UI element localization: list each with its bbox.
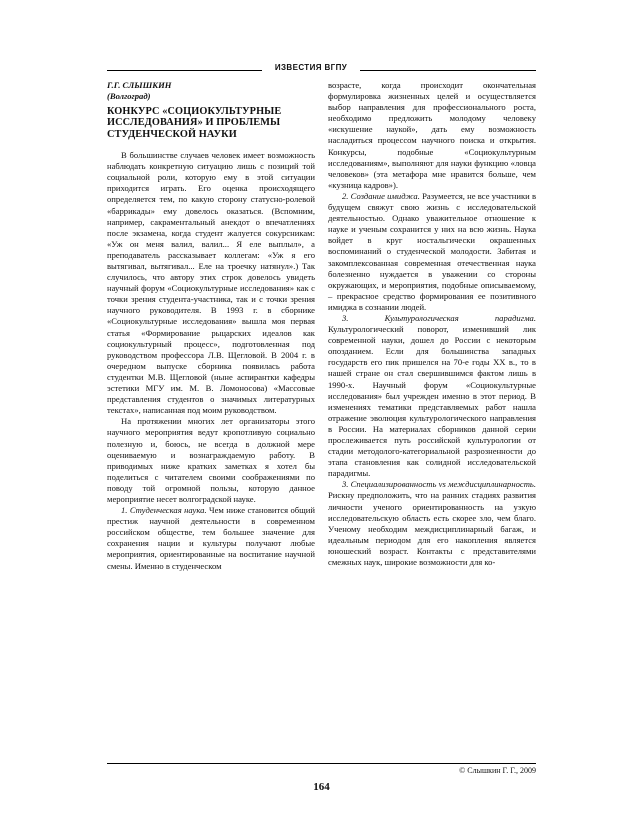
left-column xyxy=(107,80,315,572)
paragraph xyxy=(107,505,315,572)
section-label: 3. Культурологическая парадигма. xyxy=(342,312,536,323)
header-rule-left xyxy=(107,70,262,71)
copyright-notice: © Слышкин Г. Г., 2009 xyxy=(459,766,536,775)
paragraph xyxy=(328,313,536,479)
footer-rule xyxy=(107,763,536,764)
paragraph xyxy=(328,191,536,313)
author-name: Г.Г. СЛЫШКИН xyxy=(107,80,172,90)
page-number: 164 xyxy=(313,781,330,793)
paragraph xyxy=(328,479,536,568)
paragraph: возрасте, когда происходит окончательная формулировка жизненных целей и осуществляется выбор направления для профессионального роста, необходимо предложить молодому человеку «искушение наукой», дать ему возможность насладиться процессом научного поиска и открытия. Конкурсы, подобные «Социокультурным исследованиям», выполняют для науки функцию «ловца человеков» (эта метафора мне нравится больше, чем «кузница кадров»). xyxy=(328,80,536,190)
article-title: КОНКУРС «СОЦИОКУЛЬТУРНЫЕ ИССЛЕДОВАНИЯ» И ПРОБЛЕМЫ СТУДЕНЧЕСКОЙ НАУКИ xyxy=(107,106,282,140)
header-rule-right xyxy=(360,70,536,71)
section-text: Чем ниже становится общий престиж научной деятельности в современном российском обществе, тем большее значение для сохранения нации и культуры получают любые мероприятия, ориентированные на воспитание научной смены. Именно в студенческом xyxy=(107,505,315,571)
section-label: 1. Студенческая наука. xyxy=(121,505,207,516)
right-column xyxy=(328,80,536,568)
author-city: (Волгоград) xyxy=(107,91,151,102)
journal-header: ИЗВЕСТИЯ ВГПУ xyxy=(274,63,348,72)
paragraph: В большинстве случаев человек имеет возможность наблюдать конкретную ситуацию лишь с позиций той социальной роли, которую ему в этой ситуации приходится играть. Его оценка происходящего определяется тем, по какую сторону статусно-ролевой «баррикады» ему довелось оказаться. (Вспомним, например, сакраментальный анекдот о впечатлениях после экзамена, когда студент жалуется сокурсникам: «Уж он меня валил, валил... Я еле выплыл», а преподаватель рассказывает коллегам: «Уж я его вытягивал, вытягивал... Еле на троечку натянул».) Так случилось, что автору этих строк довелось увидеть научный форум «Социокультурные исследования» как с точки зрения студента-участника, так и с точки зрения научного руководителя. В 1993 г. в сборнике «Социокультурные исследования» вышла моя первая статья «Формирование рыцарских идеалов как социокультурный процесс», подготовленная под руководством профессора Л.В. Щегловой. В 2004 г. в очередном выпуске сборника появилась работа студентки М.В. Щегловой (ныне аспирантки кафедры эстетики МГУ им. М. В. Ломоносова) «Массовые представления студентов о значимых литературных текстах», написанная под моим руководством. xyxy=(107,150,315,416)
section-text: Культурологический поворот, изменивший лик современной науки, дошел до России с некоторым опозданием. Если для большинства западных государств его пик пришелся на 70-е годы XX в., то в нашей стране он стал свершившимся фактом лишь в 1990-х. Научный форум «Социокультурные исследования» был учрежден именно в этот период. В изменениях тематики представляемых работ нашла отражение эволюция культурологического направления в России. На материалах сборников данной серии прослеживается путь российской культурологии от стадии методолого-категориальной разрозненности до этапа становления как солидной исследовательской парадигмы. xyxy=(328,324,536,479)
section-label: 2. Создание имиджа. xyxy=(342,190,420,201)
section-text: Разумеется, не все участники в будущем свяжут свою жизнь с исследовательской деятельностью. Однако уважительное отношение к науке и ученым сохранится у них на всю жизнь. Наука войдет в круг ностальгически окрашенных воспоминаний о студенческой молодости. Забитая и закомплексованная современная отечественная наука болезненно нуждается в уважении со стороны окружающих, и мероприятия, подобные описываемому, – прекрасное средство формирования ее позитивного имиджа в сознании людей. xyxy=(328,190,536,312)
section-label: 3. Специализированность vs междисциплинарность. xyxy=(342,479,536,490)
section-text: Рискну предположить, что на ранних стадиях развития личности ученого ориентированность на узкую исследовательскую область есть скорее зло, чем благо. Ученому необходим междисциплинарный багаж, и идеальным периодом для его накопления является юношеский возраст. Контакты с представителями смежных наук, широкие возможности для ко- xyxy=(328,490,536,568)
paragraph: На протяжении многих лет организаторы этого научного мероприятия ведут кропотливую социально полезную и, боюсь, не всегда в должной мере оцениваемую и вознаграждаемую работу. В приводимых ниже кратких заметках я хотел бы поделиться с читателем своими соображениями по поводу той огромной пользы, которую данное мероприятие несет волгоградской науке. xyxy=(107,416,315,504)
